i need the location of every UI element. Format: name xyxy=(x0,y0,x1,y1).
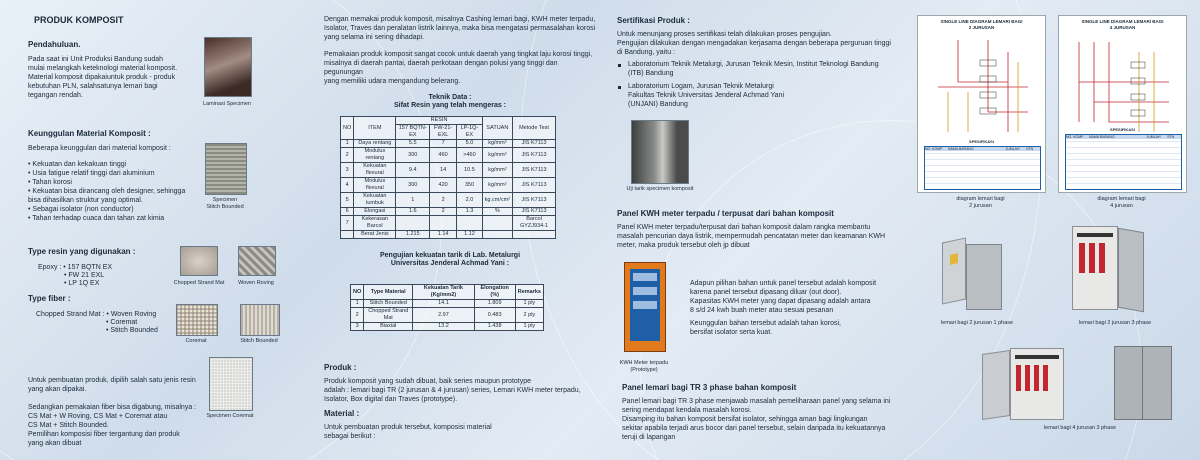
table-row xyxy=(341,231,556,239)
table-header-cell: Type Material xyxy=(364,285,413,300)
spec-label: SPESIFIKASI xyxy=(969,139,994,144)
intro-heading: Pendahuluan. xyxy=(28,40,81,49)
page-title: PRODUK KOMPOSIT xyxy=(34,15,124,25)
table-cell xyxy=(396,216,430,231)
coremat-photo xyxy=(176,304,218,336)
woven-roving-photo xyxy=(238,246,276,276)
table-cell: Chopped Strand Mat xyxy=(364,308,413,323)
table-cell: 1.12 xyxy=(457,231,482,239)
laminasi-caption: Laminasi Specimen xyxy=(203,101,251,107)
bullet-icon xyxy=(618,86,621,89)
col-resin-2: FW-21-EXL xyxy=(430,125,457,140)
table-cell: 2.97 xyxy=(413,308,474,323)
col-resin-1: 157 BQTN-EX xyxy=(396,125,430,140)
table-cell: >460 xyxy=(457,148,482,163)
busbar xyxy=(1077,233,1113,237)
table-cell: 300 xyxy=(396,148,430,163)
advantages-heading: Keunggulan Material Komposit : xyxy=(28,129,151,138)
table-cell: kg/mm² xyxy=(482,163,512,178)
table-cell: 0.483 xyxy=(474,308,515,323)
table-cell: 10.5 xyxy=(457,163,482,178)
text-line: tegangan rendah. xyxy=(28,92,83,99)
table-cell: 1.438 xyxy=(474,323,515,331)
busbar xyxy=(1015,355,1059,359)
bullet-icon xyxy=(618,64,621,67)
table-cell: 14 xyxy=(430,163,457,178)
table-cell: 14.1 xyxy=(413,300,474,308)
wiring-schematic xyxy=(1059,32,1186,142)
table-cell: Barcol GYZJ934-1 xyxy=(513,216,556,231)
text-line: Isolator, Box digital dan Traves (prototype). xyxy=(324,396,458,403)
text-line: Pengujian dilakukan dengan mengadakan kerjasama dengan beberapa perguruan tinggi xyxy=(617,40,891,47)
table-row xyxy=(341,163,556,178)
table-cell: 13.2 xyxy=(413,323,474,331)
text-line: Dengan memakai produk komposit, misalnya Cashing lemari bagi, KWH meter terpadu, xyxy=(324,16,596,23)
table-cell: 1.809 xyxy=(474,300,515,308)
table-row xyxy=(341,208,556,216)
cabinet-4j-3phase-image xyxy=(982,346,1178,420)
table-cell: 7 xyxy=(430,140,457,148)
text-line: Produk komposit yang sudah dibuat, baik series maupun prototype xyxy=(324,378,532,385)
fuse-holder xyxy=(1079,243,1085,273)
table-row xyxy=(351,323,544,331)
table-cell: JIS K7113 xyxy=(513,208,556,216)
table-cell: Elongasi xyxy=(354,208,396,216)
cabinet-caption-2: lemari bagi 2 jurusan 3 phase xyxy=(1078,320,1152,326)
stitch-bounded-photo xyxy=(240,304,280,336)
text-line: Adapun pilihan bahan untuk panel tersebut adalah komposit xyxy=(690,280,877,287)
table-row xyxy=(341,178,556,193)
diagram-caption-2j-1: diagram lemari bagi xyxy=(956,196,1005,202)
table-cell: 1.215 xyxy=(396,231,430,239)
table-cell: 1.14 xyxy=(430,231,457,239)
table-cell: Berat Jenis xyxy=(354,231,396,239)
table-cell xyxy=(430,216,457,231)
uji-caption: Uji tarik specimen komposit xyxy=(626,186,694,192)
table-cell: kg/mm² xyxy=(482,178,512,193)
column-4 xyxy=(900,0,1200,460)
table-cell: JIS K7113 xyxy=(513,140,556,148)
table-cell: 350 xyxy=(457,178,482,193)
door-split xyxy=(1142,347,1143,419)
table-cell: 5.0 xyxy=(457,140,482,148)
lab-itb xyxy=(628,60,898,78)
table-cell: Kekuatan tumbuk xyxy=(354,193,396,208)
advantage-item: • Kekuatan bisa dirancang oleh designer, sehingga xyxy=(28,188,186,195)
table-cell xyxy=(341,231,354,239)
text-line: yang memiliki udara mengandung belerang. xyxy=(324,78,461,85)
cabinet-2j-1phase-image xyxy=(942,232,1002,310)
text-line: kebutuhan PLN, salahsatunya lemari bagi xyxy=(28,83,158,90)
diagram-caption-2j-2: 2 jurusan xyxy=(969,203,992,209)
table-header-cell: Kekuatan Tarik (Kg/mm2) xyxy=(413,285,474,300)
table-cell: 1 ply xyxy=(515,323,543,331)
advantage-item: • Sebagai isolator (non conductor) xyxy=(28,206,134,213)
col-item: ITEM xyxy=(354,117,396,140)
produk-heading: Produk : xyxy=(324,363,357,372)
text-line: Isolator, Traves dan peralatan listrik lainnya, maka bisa mengatasi permasalahan korosi xyxy=(324,25,596,32)
table-cell: 2 ply xyxy=(515,308,543,323)
stitch-caption-1: Specimen xyxy=(212,197,238,203)
table-cell: 1 xyxy=(396,193,430,208)
table-cell: 4 xyxy=(341,178,354,193)
table-cell xyxy=(457,216,482,231)
table-cell: 460 xyxy=(430,148,457,163)
column-1 xyxy=(0,0,300,460)
table-cell: 1 ply xyxy=(515,300,543,308)
kwh-side-text-2 xyxy=(690,319,900,337)
column-3 xyxy=(600,0,900,460)
text-line: Sedangkan pemakaian fiber bisa digabung, misalnya : xyxy=(28,404,197,411)
table-cell: Stitch Bounded xyxy=(364,300,413,308)
single-line-diagram-4-jurusan xyxy=(1058,15,1187,193)
table-cell: 7 xyxy=(341,216,354,231)
cabinet-open-door xyxy=(942,237,966,304)
table-row xyxy=(351,300,544,308)
table-cell: 5.5 xyxy=(396,140,430,148)
text-line: (UNJANI) Bandung xyxy=(628,101,688,108)
table-cell: 2.0 xyxy=(457,193,482,208)
table-cell: 1.6 xyxy=(396,208,430,216)
col-metode: Metode Test xyxy=(513,117,556,140)
table-cell: % xyxy=(482,208,512,216)
table-cell: Modulus flexural xyxy=(354,178,396,193)
fiber-line-3: • Stitch Bounded xyxy=(106,327,158,334)
cabinet-body xyxy=(966,244,1002,310)
lab-unjani xyxy=(628,82,898,109)
tensile-test-photo xyxy=(631,120,689,184)
table-cell: kg/mm² xyxy=(482,140,512,148)
column-2 xyxy=(300,0,600,460)
cabinet-label xyxy=(950,253,958,265)
text-line: Disamping itu bahan komposit bersifat isolator, sehingga aman bagi lingkungan xyxy=(622,416,868,423)
text-line: mulai melangkah keteknologi material komposit. xyxy=(28,65,178,72)
spec-coremat-caption: Specimen Coremat xyxy=(206,413,254,419)
kwh-side-text-1 xyxy=(690,279,900,315)
text-line: Kapasitas KWH meter yang dapat dipasang adalah antara xyxy=(690,298,871,305)
table-cell: Daya rentang xyxy=(354,140,396,148)
fuse-holder xyxy=(1025,365,1030,391)
fuse-holder xyxy=(1034,365,1039,391)
resin-line-1: Epoxy : • 157 BQTN EX xyxy=(38,264,113,271)
stitch-bounded-caption: Stitch Bounded xyxy=(240,338,278,344)
table-cell: Kekerasan Barcol xyxy=(354,216,396,231)
chopped-caption: Chopped Strand Mat xyxy=(173,280,225,286)
table-cell: 3 xyxy=(341,163,354,178)
table-cell: 6 xyxy=(341,208,354,216)
paragraph-2 xyxy=(324,50,596,86)
text-line: (ITB) Bandung xyxy=(628,70,674,77)
table-cell: 1.3 xyxy=(457,208,482,216)
kwh-meter-panel-image xyxy=(624,262,666,352)
table-header-cell: Elongation (%) xyxy=(474,285,515,300)
table-cell: Kekuatan flexural xyxy=(354,163,396,178)
paragraph-1 xyxy=(324,15,596,42)
text-line: Panel KWH meter terpadu/terpusat dari bahan komposit dalam rangka membantu xyxy=(617,224,871,231)
stitch-caption-2: Stitch Bounded xyxy=(206,204,244,210)
spec-table-header: NO. KOMP NAMA BARANG JUMLAH STN xyxy=(925,147,1040,151)
cabinet-body xyxy=(1010,348,1064,420)
col-resin: RESIN xyxy=(396,117,482,125)
table-row xyxy=(341,140,556,148)
kwh-caption-1: KWH Meter terpadu xyxy=(619,360,669,366)
text-line: adalah : lemari bagi TR (2 jurusan & 4 jurusan) series, Lemari KWH meter terpadu, xyxy=(324,387,581,394)
table-header-cell: Remarks xyxy=(515,285,543,300)
tr-panel-heading: Panel lemari bagi TR 3 phase bahan komposit xyxy=(622,383,797,392)
intro-text xyxy=(28,55,203,100)
text-line: karena panel tersebut dipasang diluar (out door). xyxy=(690,289,842,296)
advantage-item: • Tahan korosi xyxy=(28,179,72,186)
diagram-title-2: 2 JURUSAN xyxy=(968,25,995,30)
table-row xyxy=(341,148,556,163)
text-line: misalnya di daerah pantai, daerah perkotaan dengan polusi yang tinggi dan pegunungan xyxy=(324,60,558,76)
kwh-meter-window xyxy=(633,287,657,295)
fuse-holder xyxy=(1099,243,1105,273)
col-resin-3: LP-1Q-EX xyxy=(457,125,482,140)
material-heading: Material : xyxy=(324,409,360,418)
table-cell: 9.4 xyxy=(396,163,430,178)
table2-title-1: Pengujian kekuatan tarik di Lab. Metalurgi xyxy=(379,252,521,259)
text-line: sering mendapat kendala masalah korosi. xyxy=(622,407,752,414)
advantage-item: • Tahan terhadap cuaca dan tahan zat kimia xyxy=(28,215,165,222)
resin-line-3: • LP 1Q EX xyxy=(64,280,100,287)
table-cell: JIS K7113 xyxy=(513,193,556,208)
table-cell: JIS K7113 xyxy=(513,148,556,163)
table-cell: JIS K7113 xyxy=(513,163,556,178)
stitch-specimen-photo xyxy=(205,143,247,195)
advantage-item: bisa dihasilkan struktur yang optimal. xyxy=(28,197,143,204)
fuse-holder xyxy=(1016,365,1021,391)
advantages-intro: Beberapa keunggulan dari material komposit : xyxy=(28,145,171,152)
fiber-line-1: Chopped Strand Mat : • Woven Roving xyxy=(36,311,157,318)
fuse-holder xyxy=(1043,365,1048,391)
table-cell: 3 xyxy=(351,323,364,331)
resin-heading: Type resin yang digunakan : xyxy=(28,247,136,256)
table-cell: JIS K7113 xyxy=(513,178,556,193)
advantage-item: • Kekuatan dan kekakuan tinggi xyxy=(28,161,127,168)
text-line: sekitar apabila terjadi arus bocor dari panel tersebut, selain daripada itu kekuatannya xyxy=(622,425,886,432)
table-cell xyxy=(482,231,512,239)
diagram-title-1: SINGLE LINE DIAGRAM LEMARI BAGI xyxy=(1081,19,1164,24)
text-line: teruji di lapangan xyxy=(622,434,676,441)
text-line: yang akan dibuat xyxy=(28,440,82,447)
resin-table xyxy=(340,116,556,239)
text-line: Untuk pembuatan produk, dipilih salah satu jenis resin xyxy=(28,377,196,384)
text-line: Material komposit dipakaiuntuk produk - produk xyxy=(28,74,176,81)
cabinet-open-door xyxy=(982,350,1010,420)
kwh-meter-window xyxy=(633,273,657,281)
table-cell: 1 xyxy=(341,140,354,148)
single-line-diagram-2-jurusan xyxy=(917,15,1046,193)
text-line: CS Mat + Stitch Bounded. xyxy=(28,422,109,429)
text-line: yang selama ini sering dihadapi. xyxy=(324,34,425,41)
kwh-meter-window xyxy=(633,301,657,309)
text-line: Pemilihan komposisi fiber tergantung dari produk xyxy=(28,431,180,438)
table-cell: 300 xyxy=(396,178,430,193)
produk-text xyxy=(324,377,596,404)
table2-title-2: Universitas Jenderal Achmad Yani : xyxy=(390,260,510,267)
coremat-caption: Coremat xyxy=(185,338,207,344)
table-row xyxy=(351,308,544,323)
col-satuan: SATUAN xyxy=(482,117,512,140)
resin-line-2: • FW 21 EXL xyxy=(64,272,105,279)
kwh-text xyxy=(617,223,899,250)
fiber-notes xyxy=(28,376,208,448)
text-line: Panel lemari bagi TR 3 phase menjawab masalah pemeliharaan panel yang selama ini xyxy=(622,398,891,405)
table-row xyxy=(341,193,556,208)
table1-title-2: Sifat Resin yang telah mengeras : xyxy=(393,102,507,109)
text-line: meter, maka produk tersebut oleh jp dibuat xyxy=(617,242,750,249)
table-cell: kg.cm/cm² xyxy=(482,193,512,208)
text-line: Laboratorium Logam, Jurusan Teknik Metalurgi xyxy=(628,83,774,90)
text-line: Keunggulan bahan tersebut adalah tahan korosi, xyxy=(690,320,842,327)
text-line: yang akan dipakai. xyxy=(28,386,87,393)
advantages-list xyxy=(28,160,203,223)
text-line: di Bandung, yaitu : xyxy=(617,49,675,56)
chopped-strand-photo xyxy=(180,246,218,276)
text-line xyxy=(28,394,208,403)
text-line: Fakultas Teknik Universitas Jenderal Achmad Yani xyxy=(628,92,785,99)
kwh-heading: Panel KWH meter terpadu / terpusat dari bahan komposit xyxy=(617,209,834,218)
table-header-cell: NO xyxy=(351,285,364,300)
text-line: masalah pencurian daya listrik, mempermudah pencatatan meter dan keamanan KWH xyxy=(617,233,886,240)
text-line: Laboratorium Teknik Metalurgi, Jurusan Teknik Mesin, Institut Teknologi Bandung xyxy=(628,61,879,68)
table-cell: 2 xyxy=(351,308,364,323)
table-cell: 2 xyxy=(430,193,457,208)
table1-title-1: Teknik Data : xyxy=(428,94,472,101)
cabinet-caption-1: lemari bagi 2 jurusan 1 phase xyxy=(940,320,1014,326)
spec-label: SPESIFIKASI xyxy=(1110,127,1135,132)
woven-caption: Woven Roving xyxy=(238,280,274,286)
table-cell: 2 xyxy=(430,208,457,216)
table-row xyxy=(341,216,556,231)
laminasi-photo xyxy=(204,37,252,97)
spec-table xyxy=(924,146,1041,190)
text-line: CS Mat + W Roving, CS Mat + Coremat atau xyxy=(28,413,168,420)
diagram-title-2: 4 JURUSAN xyxy=(1109,25,1136,30)
certification-heading: Sertifikasi Produk : xyxy=(617,16,690,25)
cabinet-caption-3: lemari bagi 4 jurusan 3 phase xyxy=(1043,425,1117,431)
table-cell xyxy=(482,216,512,231)
fiber-heading: Type fiber : xyxy=(28,294,71,303)
table-cell: 1 xyxy=(351,300,364,308)
table-cell: Biaxial xyxy=(364,323,413,331)
kwh-caption-2: (Prototype) xyxy=(630,367,658,373)
diagram-caption-4j-1: diagram lemari bagi xyxy=(1097,196,1146,202)
advantage-item: • Usia fatigue relatif tinggi dari aluminium xyxy=(28,170,155,177)
diagram-title-1: SINGLE LINE DIAGRAM LEMARI BAGI xyxy=(940,19,1023,24)
text-line: Pemakaian produk komposit sangat cocok untuk daerah yang tingkat laju korosi tinggi, xyxy=(324,51,593,58)
coremat-specimen-photo xyxy=(209,357,253,411)
cabinet-2j-3phase-image xyxy=(1072,224,1146,312)
table-cell: 2 xyxy=(341,148,354,163)
table-cell: 420 xyxy=(430,178,457,193)
spec-table-header: NO. KOMP NAMA BARANG JUMLAH STN xyxy=(1066,135,1181,139)
table-cell xyxy=(513,231,556,239)
text-line: bersifat isolator serta kuat. xyxy=(690,329,773,336)
col-no: NO xyxy=(341,117,354,140)
table-cell: kg/mm² xyxy=(482,148,512,163)
tr-panel-text xyxy=(622,397,900,442)
fuse-holder xyxy=(1089,243,1095,273)
diagram-caption-4j-2: 4 jurusan xyxy=(1110,203,1133,209)
table-cell: 5 xyxy=(341,193,354,208)
cabinet-open-door xyxy=(1118,228,1144,313)
material-text xyxy=(324,423,596,441)
cabinet-body xyxy=(1072,226,1118,310)
wiring-schematic xyxy=(918,32,1045,152)
fiber-line-2: • Coremat xyxy=(106,319,138,326)
certification-text xyxy=(617,30,899,57)
spec-table xyxy=(1065,134,1182,190)
cabinet-closed xyxy=(1114,346,1172,420)
text-line: Pada saat ini Unit Produksi Bandung sudah xyxy=(28,56,164,63)
tensile-table xyxy=(350,284,544,331)
text-line: Untuk pembuatan produk tersebut, komposisi material xyxy=(324,424,492,431)
table-cell: Modulus rentang xyxy=(354,148,396,163)
text-line: 8 s/d 24 kwh buah meter atau sesuai pesanan xyxy=(690,307,834,314)
text-line: Untuk menunjang proses sertifikasi telah dilakukan proses pengujian. xyxy=(617,31,832,38)
text-line: sebagai berikut : xyxy=(324,433,376,440)
